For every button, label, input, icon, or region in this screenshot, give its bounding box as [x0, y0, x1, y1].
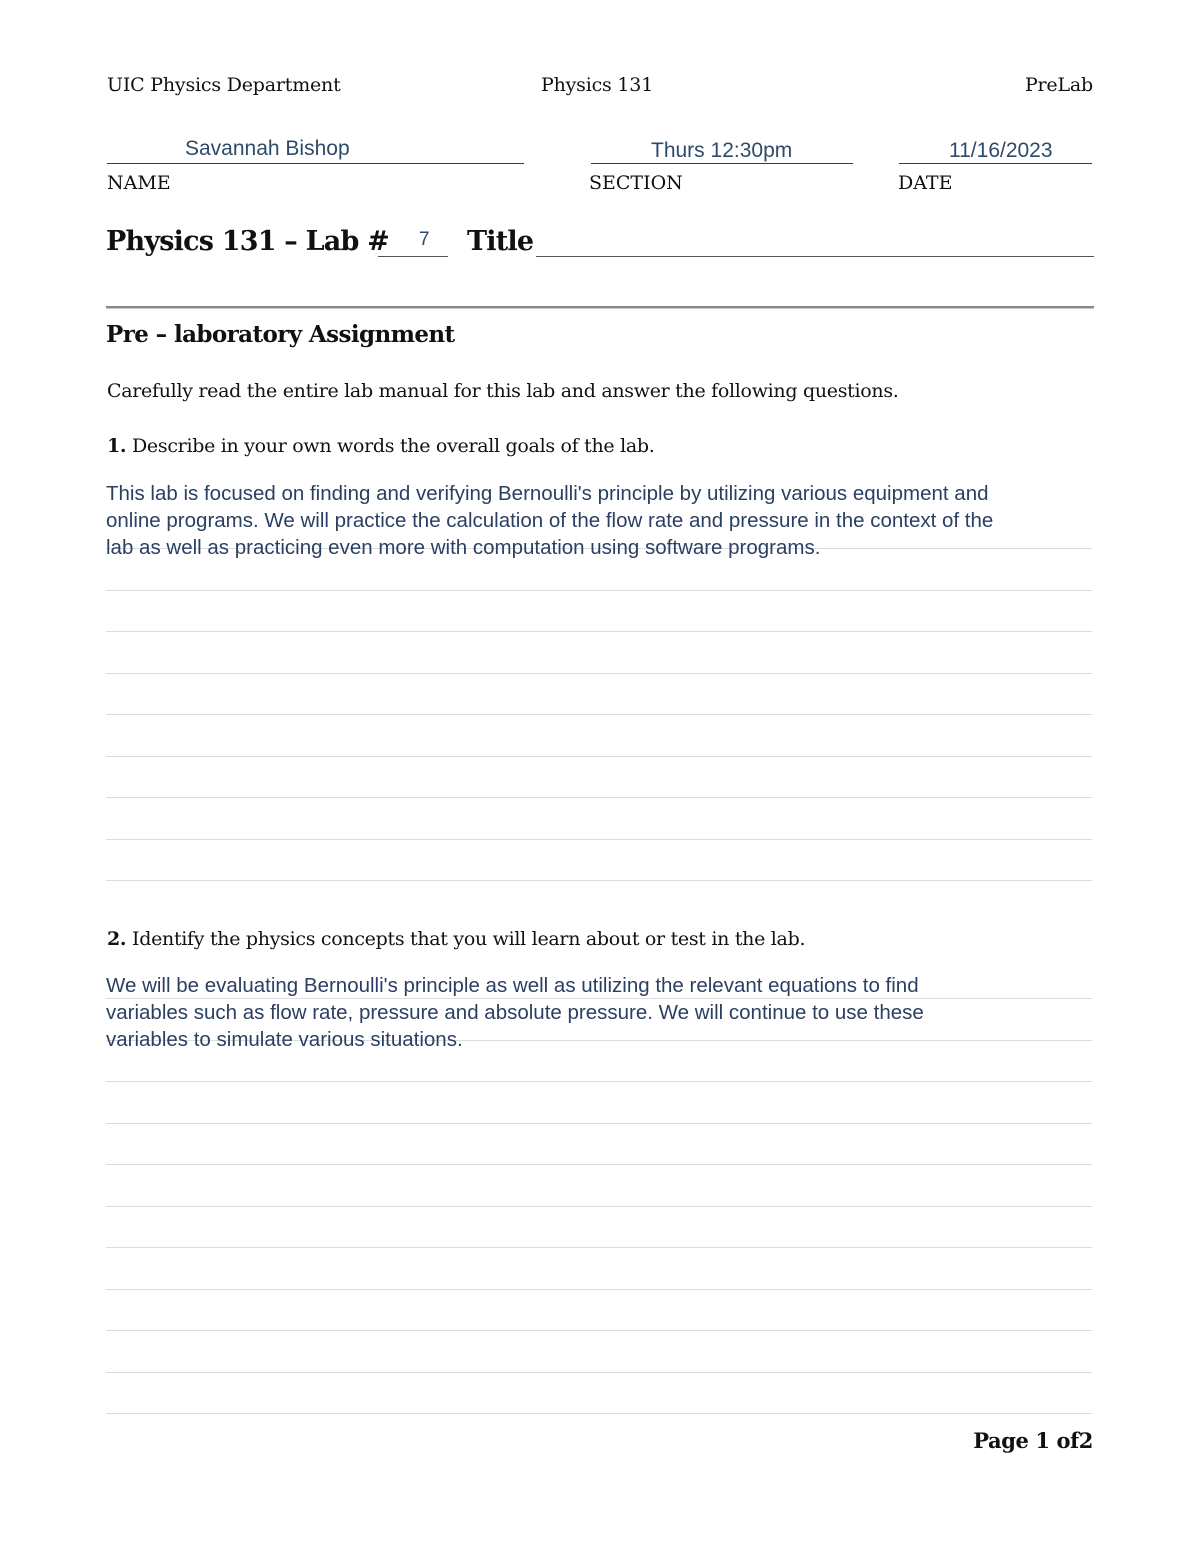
question-1-number: 1. — [107, 435, 127, 457]
ruled-line — [106, 1206, 1092, 1207]
ruled-line — [106, 1289, 1092, 1290]
ruled-line — [106, 797, 1092, 798]
footer-page-total: 2 — [1078, 1428, 1093, 1453]
answer-1-line: lab as well as practicing even more with computation using software programs. — [106, 536, 821, 559]
ruled-line — [106, 673, 1092, 674]
lab-title-underline — [536, 256, 1094, 257]
question-2 — [107, 928, 805, 950]
ruled-line — [106, 590, 1092, 591]
name-underline — [107, 163, 524, 164]
lab-number-underline — [378, 256, 448, 257]
ruled-line — [106, 1413, 1092, 1414]
lab-title-prefix: Physics 131 – Lab # — [106, 226, 389, 257]
ruled-line — [106, 1372, 1092, 1373]
answer-1[interactable] — [106, 480, 993, 561]
lab-title-label: Title — [467, 226, 534, 257]
question-2-prompt: Identify the physics concepts that you will learn about or test in the lab. — [132, 928, 806, 950]
ruled-line — [106, 1164, 1092, 1165]
ruled-line — [106, 839, 1092, 840]
ruled-line — [106, 631, 1092, 632]
question-1 — [107, 435, 655, 457]
date-label: DATE — [898, 172, 953, 194]
ruled-line — [106, 1330, 1092, 1331]
section-label: SECTION — [589, 172, 683, 194]
footer-page-word: Page — [973, 1428, 1029, 1453]
ruled-line — [106, 714, 1092, 715]
ruled-line — [106, 1081, 1092, 1082]
lab-number-value[interactable]: 7 — [419, 229, 430, 250]
answer-2-line: variables to simulate various situations. — [106, 1028, 463, 1051]
header-doc-type: PreLab — [1024, 74, 1093, 96]
ruled-line — [106, 756, 1092, 757]
section-underline — [591, 163, 853, 164]
question-1-prompt: Describe in your own words the overall goals of the lab. — [132, 435, 655, 457]
ruled-line — [106, 1247, 1092, 1248]
ruled-line — [106, 880, 1092, 881]
name-value[interactable]: Savannah Bishop — [185, 137, 350, 160]
question-2-number: 2. — [107, 928, 127, 950]
footer-page-num: 1 — [1035, 1428, 1050, 1453]
answer-2-line: variables such as flow rate, pressure and absolute pressure. We will continue to use these — [106, 1001, 924, 1024]
page-footer — [973, 1428, 1093, 1453]
answer-2[interactable] — [106, 972, 924, 1053]
header-department: UIC Physics Department — [107, 74, 341, 96]
date-value[interactable]: 11/16/2023 — [949, 139, 1053, 162]
footer-of-word: of — [1056, 1428, 1079, 1453]
assignment-heading: Pre – laboratory Assignment — [106, 321, 455, 348]
section-divider — [106, 306, 1094, 308]
date-underline — [899, 163, 1092, 164]
answer-1-line: online programs. We will practice the calculation of the flow rate and pressure in the context of the — [106, 509, 994, 532]
section-value[interactable]: Thurs 12:30pm — [651, 139, 793, 162]
name-label: NAME — [107, 172, 171, 194]
answer-2-line: We will be evaluating Bernoulli's principle as well as utilizing the relevant equations to find — [106, 974, 919, 997]
answer-1-line: This lab is focused on finding and verifying Bernoulli's principle by utilizing various equipment and — [106, 482, 989, 505]
ruled-line — [106, 1123, 1092, 1124]
header-course: Physics 131 — [541, 74, 654, 96]
assignment-instruction: Carefully read the entire lab manual for this lab and answer the following questions. — [107, 380, 899, 402]
